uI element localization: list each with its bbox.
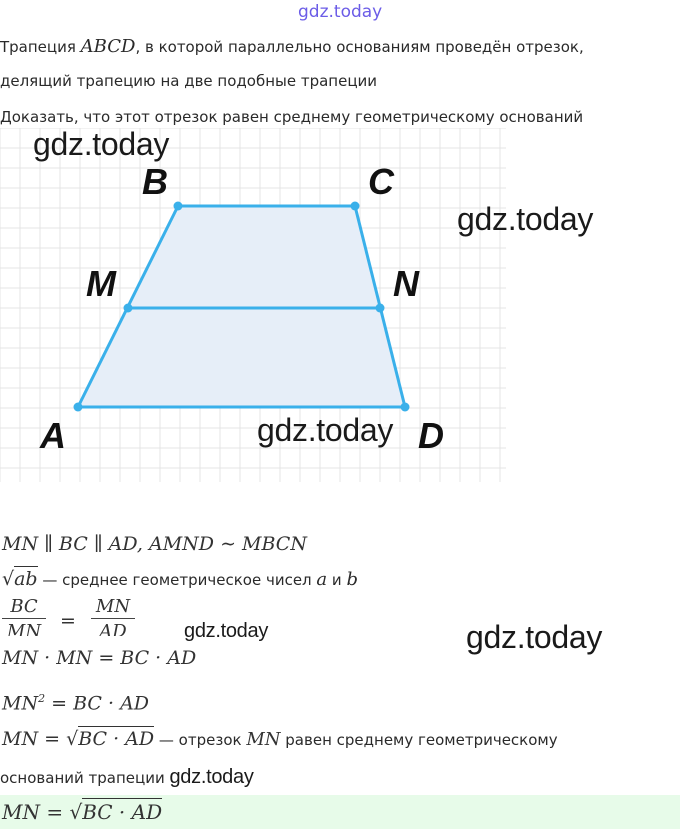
line-6-text-2: равен среднему геометрическому — [280, 731, 558, 749]
watermark-top: gdz.today — [298, 2, 383, 22]
problem-trapezoid-name: ABCD — [80, 36, 136, 57]
watermark-conclusion: gdz.today — [169, 766, 254, 788]
watermark-fraction: gdz.today — [184, 620, 269, 642]
problem-line-2: делящий трапецию на две подобные трапеции — [0, 72, 378, 90]
label-D: D — [418, 415, 444, 456]
fraction-left — [2, 596, 46, 636]
solution-line-6 — [2, 728, 558, 750]
sqrt-ab-radicand: ab — [14, 568, 38, 590]
fraction-left-numerator: BC — [10, 596, 38, 617]
line-6-sqrt: √BC · AD — [66, 728, 155, 750]
point-B — [174, 202, 183, 211]
line-6-radicand: BC · AD — [78, 728, 155, 750]
point-A — [74, 403, 83, 412]
line-5-rest: = BC · AD — [45, 692, 150, 715]
line-5-exponent: 2 — [38, 692, 46, 705]
line-7-text: оснований трапеции — [0, 769, 170, 787]
solution-line-1: MN ∥ BC ∥ AD, AMND ∼ MBCN — [2, 533, 307, 555]
problem-line-1 — [0, 36, 584, 57]
label-B: B — [142, 161, 168, 202]
point-D — [401, 403, 410, 412]
problem-line-1-prefix: Трапеция — [0, 38, 81, 56]
solution-line-2 — [2, 568, 358, 590]
answer-line: MN = √BC · AD — [2, 800, 163, 824]
line-5-base: MN — [2, 692, 39, 715]
answer-radicand: BC · AD — [82, 800, 163, 824]
watermark-figure-top-left: gdz.today — [33, 126, 170, 162]
line-6-text-1: — отрезок — [154, 731, 247, 749]
problem-line-1-suffix: , в которой параллельно основаниям проведён отрезок, — [135, 38, 584, 56]
problem-line-3: Доказать, что этот отрезок равен среднему геометрическому оснований — [0, 108, 584, 126]
watermark-right-middle: gdz.today — [466, 619, 603, 655]
solution-line-2-text: — среднее геометрическое чисел — [37, 571, 317, 589]
fraction-right-denominator: AD — [99, 621, 127, 636]
point-M — [124, 304, 133, 313]
solution-line-2-and: и — [327, 571, 347, 589]
label-M: M — [86, 263, 116, 304]
label-C: C — [368, 161, 394, 202]
fraction-left-denominator: MN — [6, 621, 42, 636]
solution-line-5 — [2, 692, 149, 714]
point-N — [376, 304, 385, 313]
line-6-prefix: MN = — [2, 728, 67, 750]
fraction-right-numerator: MN — [95, 596, 131, 617]
label-N: N — [393, 263, 419, 304]
watermark-figure-bottom: gdz.today — [257, 412, 394, 448]
solution-line-7 — [0, 766, 254, 789]
sqrt-ab: √ab — [2, 568, 38, 590]
trapezoid-figure — [0, 128, 508, 484]
answer-prefix: MN = — [2, 800, 70, 824]
line-6-mn: MN — [246, 729, 281, 750]
point-C — [351, 202, 360, 211]
solution-line-4: MN · MN = BC · AD — [2, 647, 197, 669]
fraction-right — [91, 596, 135, 636]
var-b: b — [346, 569, 358, 590]
watermark-figure-right: gdz.today — [457, 201, 594, 237]
label-A: A — [40, 415, 66, 456]
fraction-equals: = — [60, 610, 76, 632]
var-a: a — [316, 569, 328, 590]
